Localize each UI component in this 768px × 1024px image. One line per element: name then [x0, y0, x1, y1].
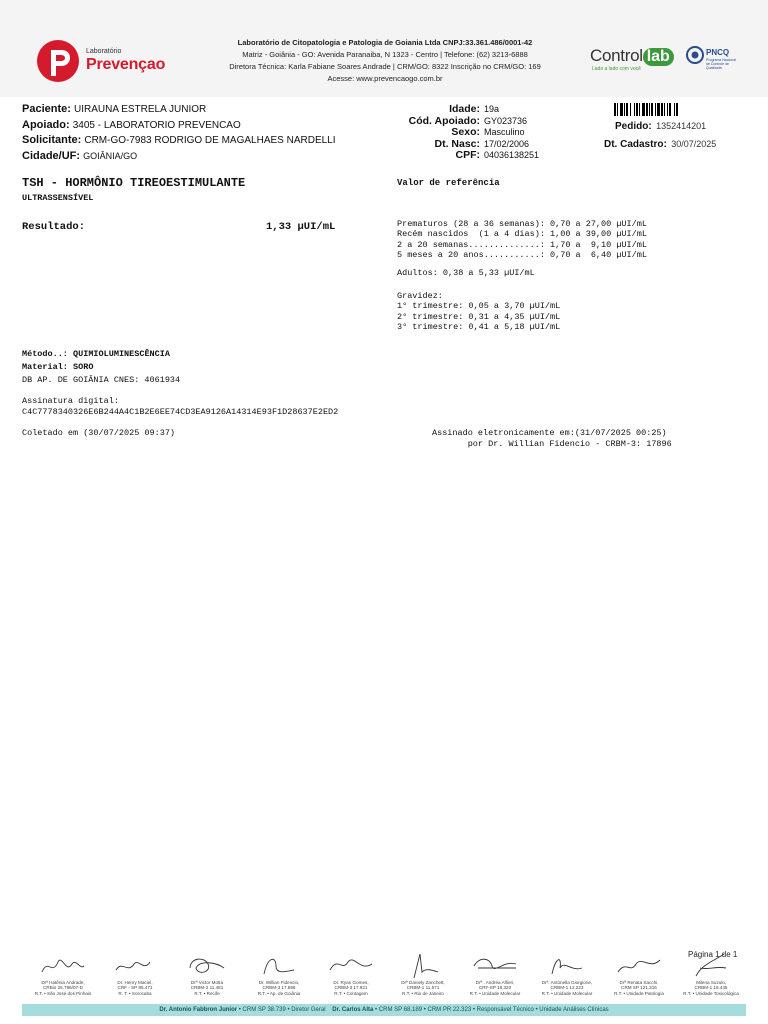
cadastro-value: 30/07/2025	[671, 139, 717, 149]
signer-3	[170, 950, 244, 1002]
apoiado-value: 3405 - LABORATORIO PREVENCAO	[72, 119, 241, 131]
signer-name: Drª Hatênia Andrade,	[41, 980, 85, 985]
prevencao-logo-icon	[36, 38, 80, 84]
signature-icon	[254, 950, 304, 980]
lab-name: Laboratório de Citopatologia e Patologia de Goiania Ltda CNPJ:33.361.486/0001-42	[237, 38, 533, 47]
signer-reg: CRBio 25.796/07-D	[43, 985, 83, 991]
signer-name: Drª Daniely Zanchett,	[401, 980, 445, 985]
pncq-subtitle: Programa Nacional de Controle de Qualidade	[706, 58, 736, 70]
metodo-value: QUIMIOLUMINESCÊNCIA	[73, 349, 170, 359]
cadastro-label: Dt. Cadastro:	[604, 139, 667, 150]
signer-reg: CRM SP 121.316	[621, 985, 657, 991]
signature-icon	[614, 950, 664, 980]
signer-reg: CRBM-3 17.896	[262, 985, 296, 991]
pncq-icon	[686, 46, 704, 64]
exam-title: TSH - HORMÔNIO TIREOESTIMULANTE	[22, 176, 246, 190]
material-label: Material:	[22, 362, 68, 372]
signer-name: Drª . Andréa Alfieri,	[475, 980, 515, 985]
signer-5	[314, 950, 388, 1002]
cidade-value: GOIÂNIA/GO	[83, 150, 138, 161]
signer-unit: R.T. • Unidade Molecular	[541, 990, 593, 996]
signers-row	[26, 950, 746, 1002]
pncq-name: PNCQ	[706, 48, 730, 57]
metodo-label: Método..:	[22, 349, 68, 359]
signer-unit: R.T. • Ap. de Goiânia	[257, 990, 301, 996]
exam-subtitle: ULTRASSENSÍVEL	[22, 193, 94, 203]
solicitante-value: CRM-GO-7983 RODRIGO DE MAGALHAES NARDELLI	[84, 135, 336, 146]
pedido-label: Pedido:	[615, 121, 652, 132]
signer-unit: R.T. • Unidade Patologia	[614, 990, 664, 996]
cod-apoiado-label: Cód. Apoiado:	[408, 114, 480, 127]
footer-bar	[22, 1004, 746, 1016]
signer-name: Drª. Antonella Giorgione,	[541, 980, 593, 985]
signer-name: Dr. Henry Maciel,	[117, 980, 153, 985]
lab-info	[190, 37, 580, 85]
signature-icon	[38, 950, 88, 980]
signer-1	[26, 950, 100, 1002]
patient-info	[22, 102, 336, 164]
signer-unit: R.T. • Contagem	[334, 990, 368, 996]
signer-7	[458, 950, 532, 1002]
signature-icon	[470, 950, 520, 980]
signer-reg: CRBM-3 17.921	[334, 985, 368, 991]
pncq-logo	[686, 46, 736, 76]
lab-director: Diretora Técnica: Karla Fabiane Soares Andrade | CRM/GO: 8322 Inscrição no CRM/GO: 169	[229, 62, 541, 71]
cidade-label: Cidade/UF:	[22, 149, 81, 162]
lab-website: Acesse: www.prevencaogo.com.br	[327, 74, 443, 83]
pedido-value: 1352414201	[656, 121, 707, 131]
controllab-word: Control	[590, 46, 643, 65]
signer-reg: CRBM-1 18.445	[694, 985, 728, 991]
signature-icon	[686, 950, 736, 980]
result-label: Resultado:	[22, 221, 86, 233]
db-info: DB AP. DE GOIÂNIA CNES: 4061934	[22, 375, 181, 385]
signer-8	[530, 950, 604, 1002]
collected-at: Coletado em (30/07/2025 09:37)	[22, 428, 176, 438]
signer-6	[386, 950, 460, 1002]
signer-name: Dr. Ryan Gomes,	[333, 980, 369, 985]
prevencao-logo	[36, 38, 176, 88]
signature-icon	[326, 950, 376, 980]
cod-apoiado-value: GY023736	[484, 115, 528, 126]
signer-unit: R.T. • Rio de Janeiro	[402, 990, 444, 996]
nasc-label: Dt. Nasc:	[434, 137, 480, 150]
signer-reg: CRBM-1 11.571	[406, 985, 440, 991]
signer-name: Drª Renata Sacchi,	[619, 980, 659, 985]
signer-unit: R. T. • Sorocaba	[118, 990, 152, 996]
signature-icon	[182, 950, 232, 980]
reference-pregnancy: Gravidez: 1° trimestre: 0,05 a 3,70 µUI/mL 2° trimestre: 0,31 a 4,35 µUI/mL 3° trimestre: 0,41 a 5,18 µUI/mL	[397, 291, 561, 333]
signer-unit: R.T. • Unidade Toxicológica	[683, 990, 739, 996]
nasc-value: 17/02/2006	[484, 138, 530, 149]
order-info	[604, 116, 754, 152]
signer-name: Milena Suzuki,	[696, 980, 726, 985]
barcode-icon	[614, 103, 702, 116]
director2-info: • CRM SP 68.189 • CRM PR 22.323 • Responsável Técnico • Unidade Análises Clínicas	[373, 1007, 609, 1013]
signer-reg: CRF - SP 85.471	[117, 985, 153, 991]
controllab-tagline: Lado a lado com você	[592, 66, 641, 72]
director2-name: Dr. Carlos Alta	[332, 1007, 374, 1013]
material-value: SORO	[73, 362, 94, 372]
director1-name: Dr. Antonio Fabbron Junior	[159, 1007, 238, 1013]
signer-4	[242, 950, 316, 1002]
page-number: Página 1 de 1	[688, 950, 738, 959]
lab-address: Matriz - Goiânia - GO: Avenida Paranaiba, N 1323 - Centro | Telefone: (62) 3213-6888	[242, 50, 528, 59]
signer-reg: CRBM-2 11.481	[190, 985, 224, 991]
logo-small-text: Laboratório	[86, 48, 122, 55]
digital-signature: Assinatura digital: C4C7778340326E6B244A4C1B2E6EE74CD3EA9126A14314E93F1D28637E2ED2	[22, 396, 339, 417]
sexo-value: Masculino	[484, 127, 525, 137]
signature-icon	[542, 950, 592, 980]
patient-details	[398, 103, 558, 161]
idade-label: Idade:	[449, 103, 480, 115]
signer-unit: R.T. • Recife	[194, 990, 220, 996]
exam-meta	[22, 348, 180, 387]
sexo-label: Sexo:	[451, 126, 480, 138]
signer-name: Dr. Willian Fidencio,	[258, 980, 300, 985]
apoiado-label: Apoiado:	[22, 118, 70, 131]
report-header	[0, 0, 768, 97]
signer-2	[98, 950, 172, 1002]
paciente-label: Paciente:	[22, 103, 71, 115]
reference-header: Valor de referência	[397, 178, 500, 188]
signer-unit: R.T. • Unidade Molecular	[469, 990, 521, 996]
cpf-value: 04036138251	[484, 150, 540, 160]
controllab-lab: lab	[643, 48, 674, 66]
signed-at: Assinado eletronicamente em:(31/07/2025 00:25) por Dr. Willian Fidencio - CRBM-3: 17896	[432, 428, 672, 449]
paciente-value: UIRAUNA ESTRELA JUNIOR	[73, 104, 207, 115]
signer-9	[602, 950, 676, 1002]
signer-reg: CRBM-1 12.223	[550, 985, 584, 991]
director1-info: • CRM SP 38.739 • Diretor Geral	[237, 1007, 326, 1013]
cpf-label: CPF:	[455, 149, 480, 161]
idade-value: 19a	[484, 104, 500, 114]
controllab-logo	[590, 46, 682, 76]
signature-icon	[110, 950, 160, 980]
signer-unit: R.T. • São José dos Pinhais	[34, 990, 92, 996]
logo-brand-text: Prevençao	[86, 56, 166, 73]
reference-adults: Adultos: 0,38 a 5,33 µUI/mL	[397, 268, 535, 278]
solicitante-label: Solicitante:	[22, 134, 82, 146]
result-value: 1,33 µUI/mL	[266, 221, 336, 233]
reference-values: Prematuros (28 a 36 semanas): 0,70 a 27,00 µUI/mL Recém nascidos (1 a 4 dias): 1,00 a 39,00 µUI/mL 2 a 20 semanas..............: 1,70 a 9,10 µUI/mL 5 meses a 20 anos...........: 0,70 a 6,40 µUI/mL	[397, 219, 647, 261]
signer-name: Drª Victor Motta	[190, 980, 224, 985]
signature-icon	[398, 950, 448, 980]
signer-reg: CRF-SP 18.320	[478, 985, 512, 991]
signer-10	[674, 950, 748, 1002]
